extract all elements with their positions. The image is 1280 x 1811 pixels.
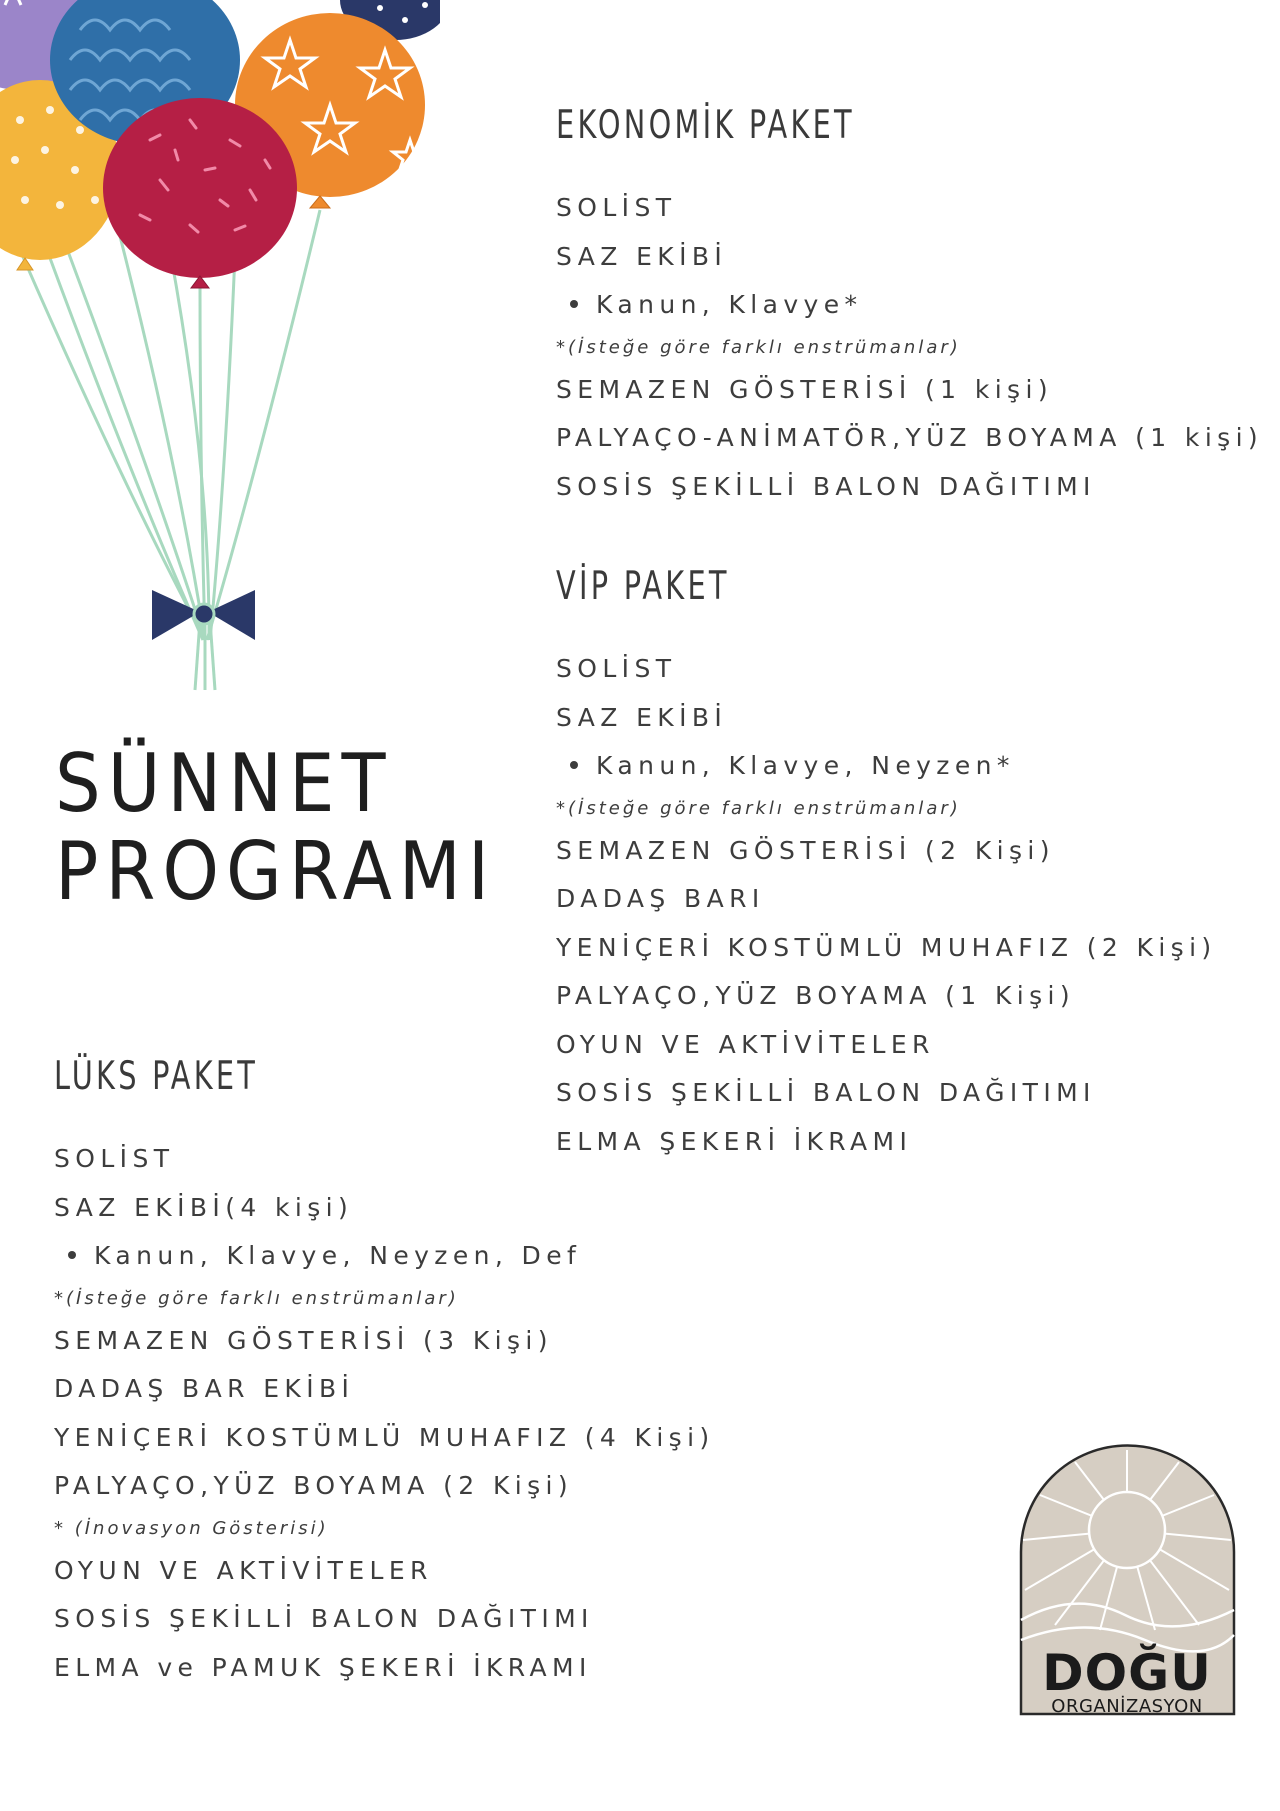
page-title: [55, 737, 497, 918]
list-item: SOLİST: [556, 193, 677, 222]
luks-paket-section: [54, 1053, 715, 1692]
note: *(İsteğe göre farklı enstrümanlar): [54, 1287, 459, 1309]
list-item: SOLİST: [556, 654, 677, 683]
ekonomik-heading: EKONOMİK PAKET: [556, 103, 855, 148]
note: * (İnovasyon Gösterisi): [54, 1517, 329, 1539]
list-item: SEMAZEN GÖSTERİSİ (3 Kişi): [54, 1325, 553, 1355]
list-item: SAZ EKİBİ: [556, 702, 728, 732]
note: *(İsteğe göre farklı enstrümanlar): [556, 797, 961, 819]
bullet-text: Kanun, Klavye, Neyzen*: [596, 751, 1015, 780]
list-item: SAZ EKİBİ(4 kişi): [54, 1192, 354, 1222]
list-item: SEMAZEN GÖSTERİSİ (1 kişi): [556, 374, 1053, 404]
list-item: ELMA ve PAMUK ŞEKERİ İKRAMI: [54, 1652, 592, 1682]
list-item: PALYAÇO-ANİMATÖR,YÜZ BOYAMA (1 kişi): [556, 423, 1264, 452]
list-item: OYUN VE AKTİVİTELER: [556, 1029, 935, 1059]
list-item: DADAŞ BAR EKİBİ: [54, 1374, 355, 1403]
ekonomik-paket-section: [556, 102, 1276, 511]
bullet-icon: [570, 300, 578, 308]
bullet-item: [556, 742, 1276, 791]
title-line-2: PROGRAMI: [55, 825, 497, 918]
vip-heading: VİP PAKET: [556, 564, 730, 609]
list-item: PALYAÇO,YÜZ BOYAMA (1 Kişi): [556, 981, 1076, 1010]
logo-sun: [1089, 1492, 1165, 1568]
dogu-organizasyon-logo: [1015, 1440, 1240, 1720]
list-item: SOSİS ŞEKİLLİ BALON DAĞITIMI: [556, 471, 1096, 501]
list-item: YENİÇERİ KOSTÜMLÜ MUHAFIZ (2 Kişi): [556, 932, 1217, 962]
logo-subtitle: ORGANİZASYON: [1051, 1696, 1203, 1717]
list-item: SOLİST: [54, 1144, 175, 1173]
bullet-icon: [68, 1251, 76, 1259]
list-item: OYUN VE AKTİVİTELER: [54, 1555, 433, 1585]
title-line-1: SÜNNET: [55, 737, 393, 830]
bullet-text: Kanun, Klavye, Neyzen, Def: [94, 1241, 582, 1270]
list-item: PALYAÇO,YÜZ BOYAMA (2 Kişi): [54, 1471, 574, 1500]
list-item: ELMA ŞEKERİ İKRAMI: [556, 1126, 913, 1156]
logo-name: DOĞU: [1042, 1644, 1212, 1702]
bullet-icon: [570, 761, 578, 769]
list-item: SOSİS ŞEKİLLİ BALON DAĞITIMI: [556, 1078, 1096, 1107]
list-item: SAZ EKİBİ: [556, 241, 728, 271]
list-item: SEMAZEN GÖSTERİSİ (2 Kişi): [556, 835, 1055, 865]
red-balloon: [103, 98, 297, 288]
bullet-item: [54, 1232, 694, 1281]
list-item: SOSİS ŞEKİLLİ BALON DAĞITIMI: [54, 1604, 594, 1633]
luks-heading: LÜKS PAKET: [54, 1054, 259, 1099]
bullet-text: Kanun, Klavye*: [596, 290, 863, 319]
bullet-item: [556, 281, 1276, 330]
list-item: DADAŞ BARI: [556, 884, 765, 913]
list-item: YENİÇERİ KOSTÜMLÜ MUHAFIZ (4 Kişi): [54, 1422, 715, 1452]
note: *(İsteğe göre farklı enstrümanlar): [556, 336, 961, 358]
balloons-illustration: [0, 0, 440, 700]
